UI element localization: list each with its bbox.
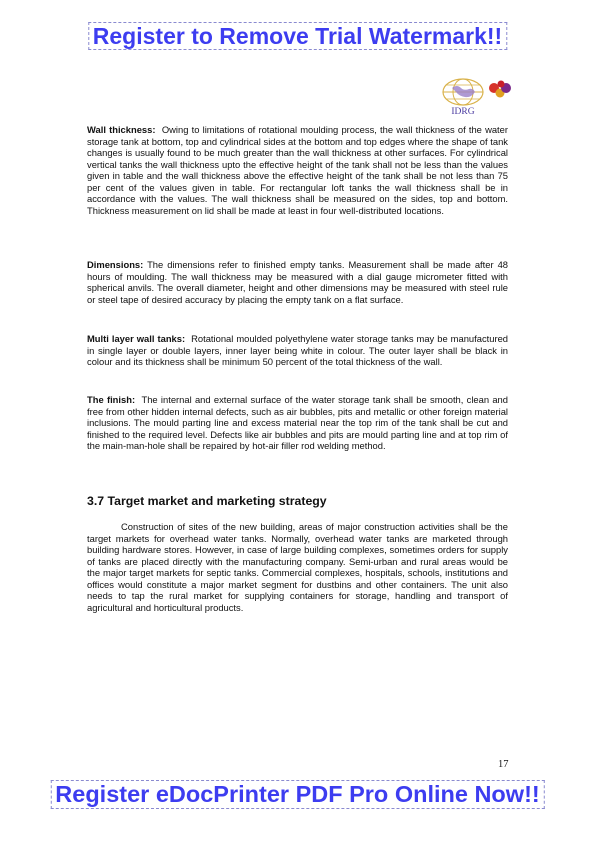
section-title: Multi layer wall tanks:: [87, 333, 186, 344]
logo-text: IDRG: [451, 107, 475, 117]
section-title: The finish:: [87, 394, 136, 405]
section-title: Dimensions:: [87, 259, 144, 270]
globe-logo-icon: [440, 76, 516, 108]
section-body: The dimensions refer to finished empty tanks. Measurement shall be made after 48 hours of moulding. The wall thickness may be measured with a dial gauge micrometer fitted with spherical anvils. The overall diameter, height and other dimensions may be measured with steel rule or steel tape of desired accuracy by placing the empty tank on a flat surface.: [87, 259, 508, 305]
dimensions-paragraph: [87, 259, 508, 305]
multi-layer-paragraph: [87, 333, 508, 368]
market-body: Construction of sites of the new building, areas of major construction activities shall be the target markets for overhead water tanks. Normally, overhead water tanks are marketed through building hardware stores. However, in case of large building complexes, sometimes orders for supply of tanks are placed directly with the manufacturing company. Semi-urban and rural areas would be the major target markets for septic tanks. Commercial complexes, hospitals, schools, institutions and offices would constitute a major market segment for dustbins and other containers. The unit also needs to tap the rural market for supplying containers for storage, handling and transport of agricultural and horticultural products.: [87, 521, 508, 613]
watermark-bottom: Register eDocPrinter PDF Pro Online Now!!: [50, 780, 544, 809]
section-title: Wall thickness:: [87, 124, 156, 135]
section-body: Owing to limitations of rotational moulding process, the wall thickness of the water storage tank at bottom, top and cylindrical sides at the bottom and top edges where the shape of tank changes is usually found to be much greater than the wall thickness at other surfaces. For cylindrical vertical tanks the wall thickness upto the effective height of the tank shall not be less than the values given in table and the wall thickness above the effective height of the tank shall be not less than 75 per cent of the values given in table. For rectangular loft tanks the wall thickness shall be in accordance with the values. The wall thickness shall be measured on the sides, top and bottom. Thickness measurement on lid shall be made at least in four well-distributed locations.: [87, 124, 508, 216]
market-paragraph: [87, 521, 508, 613]
idrg-logo: [440, 76, 516, 120]
watermark-top: Register to Remove Trial Watermark!!: [88, 22, 507, 50]
page-number: 17: [498, 759, 509, 770]
finish-paragraph: [87, 394, 508, 452]
section-body: The internal and external surface of the water storage tank shall be smooth, clean and free from other hidden internal defects, such as air bubbles, pits and metallic or other foreign material inclusions. The mould parting line and excess material near the top rim of the tank shall be cut and finished to the required level. Defects like air bubbles and pits are mould parting line and at top rim of the main-man-hole shall be repaired by hot-air filler rod welding method.: [87, 394, 508, 452]
section-body: Rotational moulded polyethylene water storage tanks may be manufactured in single layer or double layers, inner layer being white in colour. The outer layer shall be black in colour and its thickness shall be minimum 50 percent of the total thickness of the wall.: [87, 333, 508, 368]
wall-thickness-paragraph: [87, 124, 508, 216]
section-heading: 3.7 Target market and marketing strategy: [87, 494, 327, 508]
